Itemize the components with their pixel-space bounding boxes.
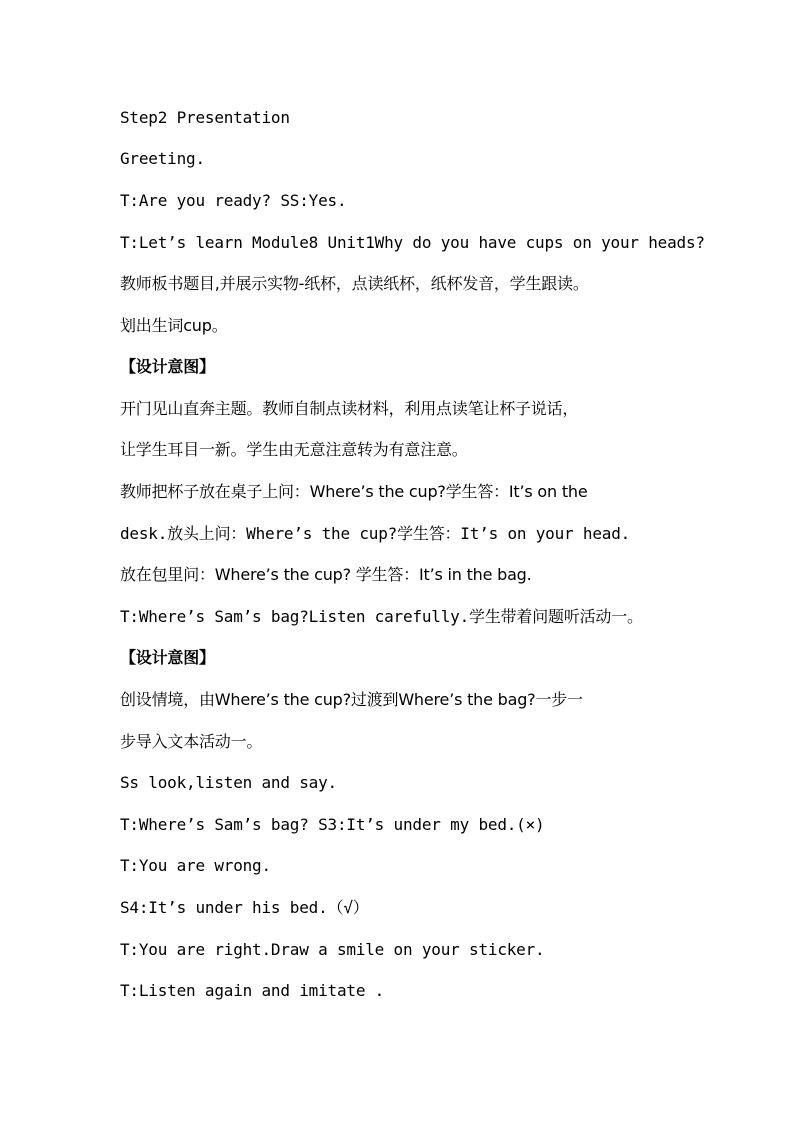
dialogue-line: T:You are right.Draw a smile on your sticker. (120, 940, 545, 959)
paragraph-line: 划出生词cup。 (120, 316, 228, 335)
paragraph-line: 放在包里问：Where’s the cup? 学生答：It’s in the bag. (120, 565, 532, 584)
design-intent-heading: 【设计意图】 (120, 648, 215, 667)
dialogue-line: T:Where’s Sam’s bag?Listen carefully.学生带着问题听活动一。 (120, 607, 643, 626)
dialogue-line: S4:It’s under his bed.（√） (120, 898, 369, 917)
paragraph-line: 让学生耳目一新。学生由无意注意转为有意注意。 (120, 440, 468, 459)
paragraph-line: 步导入文本活动一。 (120, 732, 263, 751)
paragraph-line: 教师把杯子放在桌子上问：Where’s the cup?学生答：It’s on the (120, 482, 588, 501)
paragraph-line: 开门见山直奔主题。教师自制点读材料，利用点读笔让杯子说话， (120, 399, 579, 418)
dialogue-line: T:Are you ready? SS:Yes. (120, 191, 347, 210)
paragraph-line: 教师板书题目,并展示实物-纸杯，点读纸杯，纸杯发音，学生跟读。 (120, 274, 589, 293)
step-heading: Step2 Presentation (120, 108, 290, 127)
instruction-line: Ss look,listen and say. (120, 773, 337, 792)
paragraph-line: 创设情境，由Where’s the cup?过渡到Where’s the bag?一步一 (120, 690, 583, 709)
dialogue-line: T:Let’s learn Module8 Unit1Why do you have cups on your heads? (120, 233, 705, 252)
dialogue-line: T:You are wrong. (120, 856, 271, 875)
design-intent-heading: 【设计意图】 (120, 357, 215, 376)
dialogue-line: T:Listen again and imitate . (120, 981, 385, 1000)
dialogue-line: T:Where’s Sam’s bag? S3:It’s under my bed.(×) (120, 815, 545, 834)
greeting-line: Greeting. (120, 149, 205, 168)
paragraph-line: desk.放头上问：Where’s the cup?学生答：It’s on your head. (120, 524, 631, 543)
